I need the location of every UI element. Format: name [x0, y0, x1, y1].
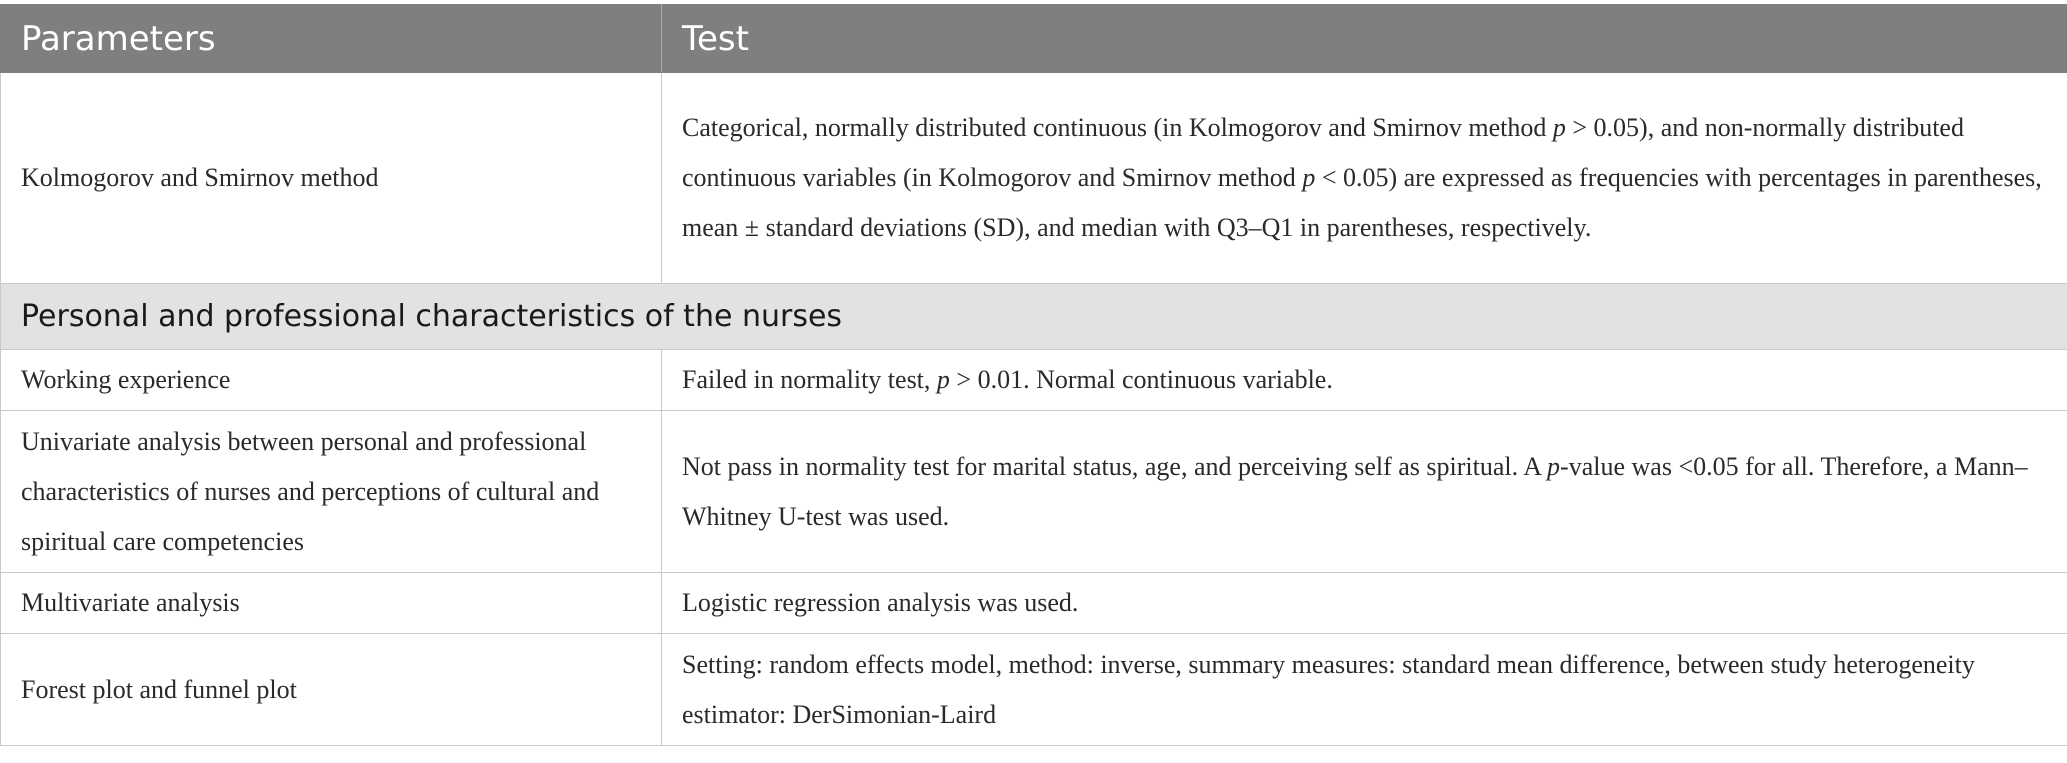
test-text: > 0.05), and non-normally distributed continuous variables (in Kolmogorov and Smirnov method [682, 113, 1964, 192]
p-symbol: p [1302, 163, 1316, 192]
test-text: > 0.01. Normal continuous variable. [949, 365, 1333, 394]
statistics-table [0, 4, 2067, 746]
test-text: -value was <0.05 for all. Therefore, a Mann–Whitney U-test was used. [682, 451, 2028, 531]
parameter-cell: Forest plot and funnel plot [1, 634, 662, 746]
section-row [1, 284, 2067, 350]
test-text: Not pass in normality test for marital status, age, and perceiving self as spiritual. A [682, 451, 1548, 481]
test-cell [662, 73, 2067, 284]
parameter-cell: Kolmogorov and Smirnov method [1, 73, 662, 284]
table-row [1, 350, 2067, 411]
test-text: Categorical, normally distributed continuous (in Kolmogorov and Smirnov method [682, 113, 1553, 142]
test-cell: Logistic regression analysis was used. [662, 573, 2067, 634]
p-symbol: p [1552, 113, 1566, 142]
section-title: Personal and professional characteristics of the nurses [1, 284, 2067, 350]
parameter-cell: Univariate analysis between personal and professional characteristics of nurses and perceptions of cultural and spiritual care competencies [1, 411, 662, 573]
table-row [1, 634, 2067, 746]
test-cell [662, 411, 2067, 573]
p-symbol: p [1547, 451, 1561, 481]
test-cell: Setting: random effects model, method: inverse, summary measures: standard mean difference, between study heterogeneity estimator: DerSimonian-Laird [662, 634, 2067, 746]
header-parameters: Parameters [1, 5, 662, 73]
p-symbol: p [936, 365, 950, 394]
table-row [1, 411, 2067, 573]
header-test: Test [662, 5, 2067, 73]
header-row [1, 5, 2067, 73]
table-row [1, 73, 2067, 284]
test-text: Failed in normality test, [682, 365, 937, 394]
parameter-cell: Multivariate analysis [1, 573, 662, 634]
test-cell [662, 350, 2067, 411]
parameter-cell: Working experience [1, 350, 662, 411]
test-text: < 0.05) are expressed as frequencies with percentages in parentheses, mean ± standard deviations (SD), and median with Q3–Q1 in parentheses, respectively. [682, 163, 2042, 242]
table-row [1, 573, 2067, 634]
